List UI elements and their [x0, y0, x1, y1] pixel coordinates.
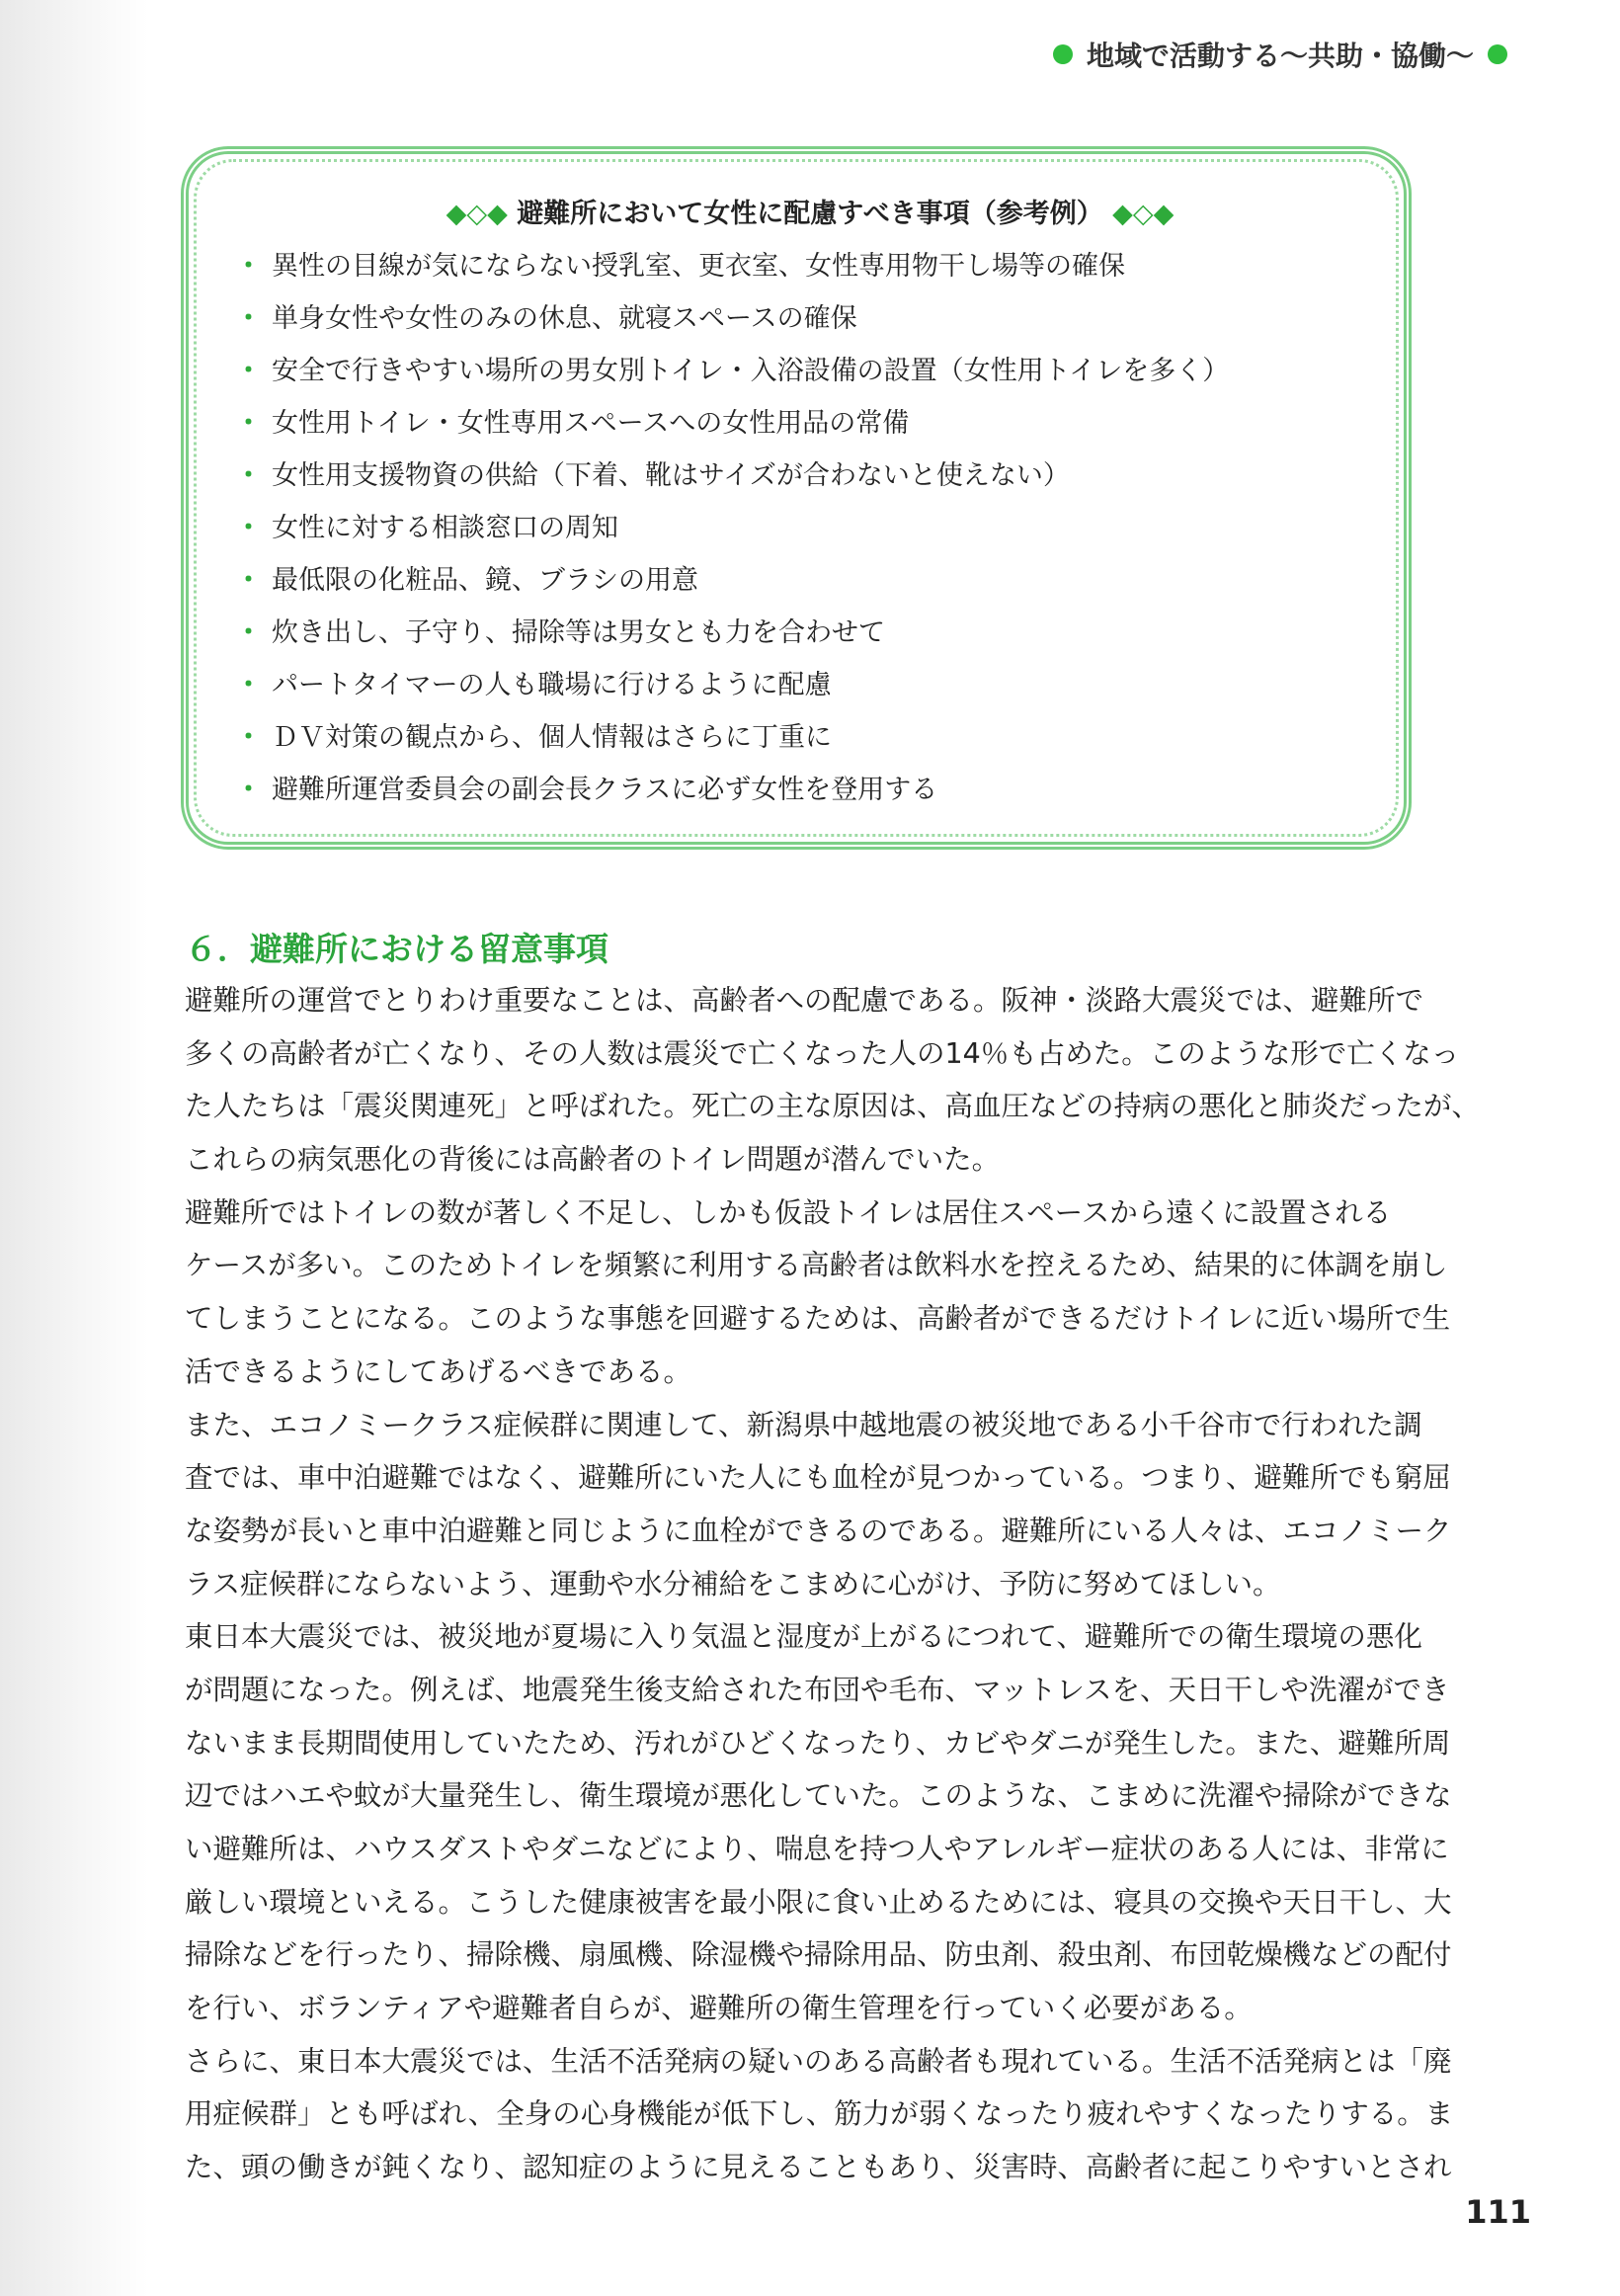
list-item: ・ 最低限の化粧品、鏡、ブラシの用意 [235, 565, 698, 596]
list-item: ・ 女性に対する相談窓口の周知 [235, 513, 618, 543]
text-line: ケースが多い。このためトイレを頻繁に利用する高齢者は飲料水を控えるため、結果的に体調を崩し [185, 1249, 1448, 1282]
text-line: た人たちは「震災関連死」と呼ばれた。死亡の主な原因は、高血圧などの持病の悪化と肺炎だったが、 [185, 1090, 1481, 1123]
list-item: ・ 避難所運営委員会の副会長クラスに必ず女性を登用する [235, 775, 938, 805]
list-item: ・ 女性用支援物資の供給（下着、靴はサイズが合わないと使えない） [235, 460, 1070, 491]
text-line: た、頭の働きが鈍くなり、認知症のように見えることもあり、災害時、高齢者に起こりやすいとされ [185, 2151, 1452, 2184]
green-dot-icon [1053, 44, 1073, 64]
diamond-ornament-icon: ◆◇◆ [446, 199, 508, 229]
text-line: い避難所は、ハウスダストやダニなどにより、喘息を持つ人やアレルギー症状のある人には、非常に [185, 1833, 1449, 1865]
text-line: てしまうことになる。このような事態を回避するためは、高齢者ができるだけトイレに近い場所で生 [185, 1302, 1451, 1336]
list-item: ・ 安全で行きやすい場所の男女別トイレ・入浴設備の設置（女性用トイレを多く） [235, 356, 1230, 386]
list-item: ・ 単身女性や女性のみの休息、就寝スペースの確保 [235, 303, 857, 334]
text-line: 用症候群」とも呼ばれ、全身の心身機能が低下し、筋力が弱くなったり疲れやすくなったりする。ま [185, 2097, 1454, 2131]
text-line: 厳しい環境といえる。こうした健康被害を最小限に食い止めるためには、寝具の交換や天日干し、大 [185, 1885, 1452, 1919]
list-item: ・ 炊き出し、子守り、掃除等は男女とも力を合わせて [235, 617, 885, 648]
text-line: ないまま長期間使用していたため、汚れがひどくなったり、カビやダニが発生した。また、避難所周 [185, 1726, 1451, 1760]
reference-box-title [0, 192, 1620, 230]
text-line: を行い、ボランティアや避難者自らが、避難所の衛生管理を行っていく必要がある。 [185, 1992, 1253, 2025]
text-line: 東日本大震災では、被災地が夏場に入り気温と湿度が上がるにつれて、避難所での衛生環境の悪化 [185, 1620, 1422, 1654]
text-line: 多くの高齢者が亡くなり、その人数は震災で亡くなった人の14％も占めた。このような形で亡くなっ [185, 1036, 1460, 1070]
list-item: ・ 女性用トイレ・女性専用スペースへの女性用品の常備 [235, 408, 910, 439]
text-line: 査では、車中泊避難ではなく、避難所にいた人にも血栓が見つかっている。つまり、避難所でも窮屈 [185, 1461, 1451, 1495]
section-body [185, 974, 1481, 2194]
text-line: 辺ではハエや蚊が大量発生し、衛生環境が悪化していた。このような、こまめに洗濯や掃除ができな [185, 1779, 1452, 1813]
text-line: 避難所ではトイレの数が著しく不足し、しかも仮設トイレは居住スペースから遠くに設置される [185, 1195, 1392, 1229]
bullet-icon: ・ [235, 617, 262, 648]
paragraph [185, 1399, 1452, 1611]
list-item: ・ ＤＶ対策の観点から、個人情報はさらに丁重に [235, 722, 832, 753]
paragraph [185, 1610, 1452, 2035]
green-dot-icon [1488, 44, 1507, 64]
bullet-icon: ・ [235, 565, 262, 596]
paragraph [185, 1187, 1451, 1399]
bullet-icon: ・ [235, 670, 262, 700]
text-line: 掃除などを行ったり、掃除機、扇風機、除湿機や掃除用品、防虫剤、殺虫剤、布団乾燥機などの配付 [185, 1938, 1452, 1972]
box-title-text: 避難所において女性に配慮すべき事項（参考例） [517, 199, 1103, 229]
bullet-icon: ・ [235, 513, 262, 543]
running-header [1039, 30, 1521, 79]
paragraph [185, 2035, 1454, 2194]
text-line: 活できるようにしてあげるべきである。 [185, 1354, 692, 1388]
list-item: ・ パートタイマーの人も職場に行けるように配慮 [235, 670, 832, 700]
text-line: 避難所の運営でとりわけ重要なことは、高齢者への配慮である。阪神・淡路大震災では、避難所で [185, 984, 1424, 1017]
text-line: これらの病気悪化の背後には高齢者のトイレ問題が潜んでいた。 [185, 1143, 1001, 1177]
text-line: また、エコノミークラス症候群に関連して、新潟県中越地震の被災地である小千谷市で行われた調 [185, 1408, 1422, 1441]
bullet-icon: ・ [235, 251, 262, 282]
header-title: 地域で活動する〜共助・協働〜 [1086, 40, 1474, 72]
bullet-icon: ・ [235, 303, 262, 334]
page-number: 111 [1465, 2193, 1531, 2231]
diamond-ornament-icon: ◆◇◆ [1112, 199, 1174, 229]
bullet-icon: ・ [235, 356, 262, 386]
text-line: な姿勢が長いと車中泊避難と同じように血栓ができるのである。避難所にいる人々は、エコノミーク [185, 1514, 1452, 1547]
list-item: ・ 異性の目線が気にならない授乳室、更衣室、女性専用物干し場等の確保 [235, 251, 1125, 282]
bullet-icon: ・ [235, 775, 262, 805]
page-edge-shadow [0, 0, 148, 2296]
bullet-icon: ・ [235, 408, 262, 439]
bullet-icon: ・ [235, 460, 262, 491]
considerations-list [235, 240, 1381, 816]
bullet-icon: ・ [235, 722, 262, 753]
text-line: ラス症候群にならないよう、運動や水分補給をこまめに心がけ、予防に努めてほしい。 [185, 1567, 1281, 1600]
paragraph [185, 974, 1481, 1187]
section-title: ６．避難所における留意事項 [185, 930, 608, 968]
text-line: さらに、東日本大震災では、生活不活発病の疑いのある高齢者も現れている。生活不活発病とは「廃 [185, 2044, 1452, 2078]
text-line: が問題になった。例えば、地震発生後支給された布団や毛布、マットレスを、天日干しや洗濯ができ [185, 1673, 1450, 1706]
